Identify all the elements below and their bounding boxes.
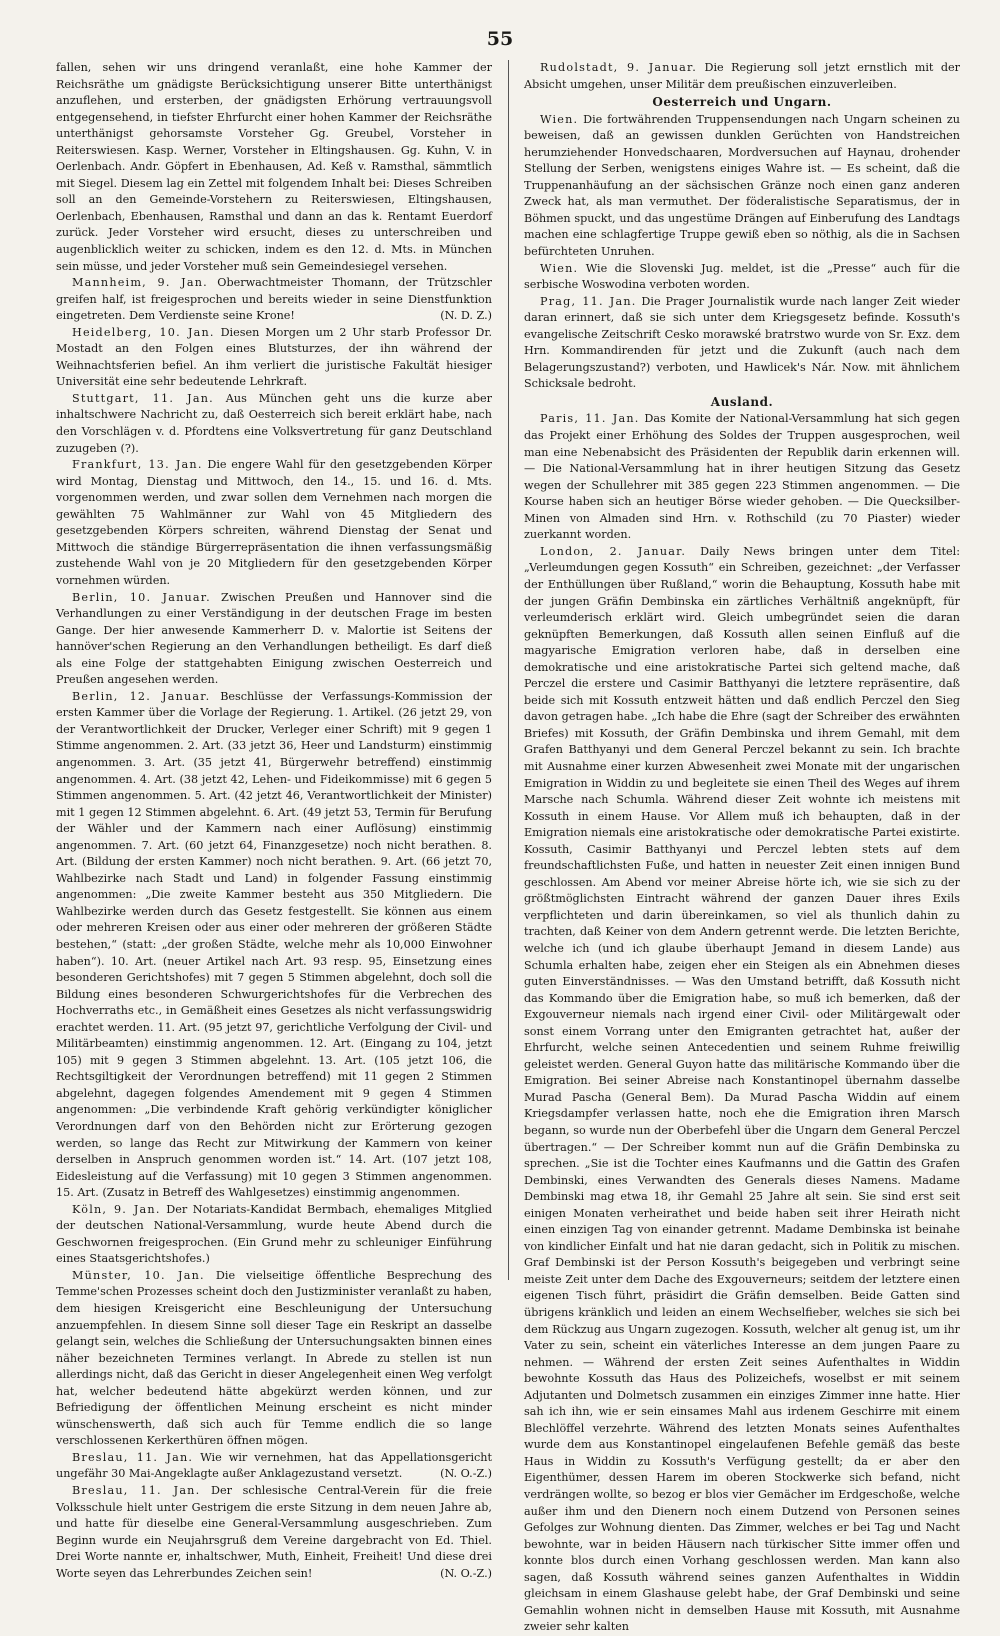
- article: [56, 275, 492, 325]
- article: [56, 1202, 492, 1268]
- dateline: Mannheim, 9. Jan.: [72, 276, 208, 290]
- dateline: Münster, 10. Jan.: [72, 1268, 205, 1282]
- article-text: Die Prager Journalistik wurde nach langer Zeit wieder daran erinnert, daß sie sich unter dem Kriegsgesetz befinde. Kossuth's evangelische Zeitschrift Cesko morawské bratrstwo wurde von Sr. Exz. dem Hrn. Kommandirenden für jetzt und die Zukunft (auch nach dem Belagerungszustand?) verboten, und Hawlicek's Nár. Now. mit ähnlichem Schicksale bedroht.: [524, 294, 960, 391]
- article-text: Der schlesische Central-Verein für die freie Volksschule hielt unter Gestrigem die erste Sitzung in dem neuen Jahre ab, und hatte für dieselbe eine General-Versammlung ausgeschrieben. Zum Beginn wurde ein Neujahrsgruß dem Vereine dargebracht von Ed. Thiel. Drei Worte nannte er, inhaltschwer, Muth, Einheit, Freiheit! Und diese drei Worte seyen das Lehrerbundes Zeichen sein!: [56, 1484, 492, 1580]
- article: [56, 1268, 492, 1450]
- dateline: Berlin, 10. Januar.: [72, 590, 211, 604]
- article: [56, 325, 492, 391]
- dateline: Breslau, 11. Jan.: [72, 1450, 194, 1464]
- dateline: Rudolstadt, 9. Januar.: [540, 61, 698, 74]
- column-divider: [508, 60, 509, 1280]
- article: [56, 689, 492, 1202]
- article-text: Das Komite der National-Versammlung hat sich gegen das Projekt einer Erhöhung des Soldes der Truppen ausgesprochen, weil man eine Nebenabsicht des Präsidenten der Republik darin erkennen will. — Die National-Versammlung hat in ihrer heutigen Sitzung das Gesetz wegen der Schullehrer mit 385 gegen 223 Stimmen angenommen. — Die Kourse haben sich an heutiger Börse wieder gehoben. — Die Quecksilber-Minen von Almaden sind Hrn. v. Rothschild (zu 70 Piaster) wieder zuerkannt worden.: [524, 412, 960, 542]
- dateline: Paris, 11. Jan.: [540, 412, 640, 426]
- dateline: Wien.: [540, 112, 579, 126]
- dateline: Frankfurt, 13. Jan.: [72, 458, 203, 472]
- article: [56, 1450, 492, 1483]
- dateline: Heidelberg, 10. Jan.: [72, 325, 215, 339]
- article-text: fallen, sehen wir uns dringend veranlaßt, eine hohe Kammer der Reichsräthe um gnädigste Berücksichtigung unserer Bitte unterthänigst anzuflehen, und ersterben, der gnädigsten Erhörung vertrauungsvoll entgegensehend, in tiefster Ehrfurcht einer hohen Kammer der Reichsräthe unterthänigst gehorsamste Vorsteher Gg. Greubel, Vorsteher in Reiterswiesen. Kasp. Werner, Vorsteher in Eltingshausen. Gg. Kuhn, V. in Oerlenbach. Andr. Göpfert in Ebenhausen, Ad. Keß v. Ramsthal, sämmtlich mit Siegel. Diesem lag ein Zettel mit folgendem Inhalt bei: Dieses Schreiben soll an den Gemeinde-Vorstehern zu Reiterswiesen, Eltingshausen, Oerlenbach, Ebenhausen, Ramsthal und dann an das k. Rentamt Euerdorf zurück. Jeder Vorsteher wird ersucht, dieses zu unterschreiben und augenblicklich weiter zu schicken, indem es den 12. d. Mts. in München sein müsse, und jeder Vorsteher muß sein Gemeindesiegel versehen.: [56, 61, 492, 273]
- dateline: Prag, 11. Jan.: [540, 294, 637, 308]
- page-number: 55: [486, 28, 514, 50]
- left-column: [56, 60, 492, 1582]
- dateline: Breslau, 11. Jan.: [72, 1484, 201, 1498]
- article: [524, 60, 960, 93]
- article-text: Die vielseitige öffentliche Besprechung des Temme'schen Prozesses scheint doch den Justizminister veranlaßt zu haben, dem hiesigen Kreisgericht eine Beschleunigung der Untersuchung anzuempfehlen. In diesem Sinne soll dieser Tage ein Reskript an dasselbe gelangt sein, welches die Schließung der Untersuchungsakten binnen eines näher bezeichneten Termines verlangt. In Abrede zu stellen ist nun allerdings nicht, daß das Gericht in dieser Angelegenheit einen Weg verfolgt hat, welcher bedeutend hätte abgekürzt werden können, und zur Befriedigung der öffentlichen Meinung erscheint es nicht minder wünschenswerth, daß sich auch für Temme endlich die so lange verschlossenen Kerkerthüren öffnen mögen.: [56, 1268, 492, 1448]
- source-note: (N. O.-Z.): [440, 1566, 492, 1580]
- source-note: (N. O.-Z.): [440, 1467, 492, 1481]
- right-column: [524, 60, 960, 1636]
- article-text: Die engere Wahl für den gesetzgebenden Körper wird Montag, Dienstag und Mittwoch, den 14., 15. und 16. d. Mts. vorgenommen werden, und zwar sollen dem Vernehmen nach morgen die gewählten 75 Wahlmänner zur Wahl von 45 Mitgliedern des gesetzgebenden Körpers schreiten, während Dienstag der Senat und Mittwoch die ständige Bürgerrepräsentation die ihnen verfassungsmäßig zustehende Wahl von je 20 Mitgliedern für den gesetzgebenden Körper vornehmen würden.: [56, 458, 492, 587]
- article: [524, 261, 960, 294]
- article: [56, 391, 492, 457]
- article-text: Die Regierung soll jetzt ernstlich mit der Absicht umgehen, unser Militär dem preußischen einzuverleiben.: [524, 61, 960, 91]
- section-heading: Oesterreich und Ungarn.: [652, 95, 832, 110]
- article: [56, 1483, 492, 1582]
- dateline: Köln, 9. Jan.: [72, 1202, 161, 1216]
- article-text: Daily News bringen unter dem Titel: „Verleumdungen gegen Kossuth“ ein Schreiben, gezeichnet: „der Verfasser der Enthüllungen über Rußland,“ worin die Behauptung, Kossuth habe mit der jungen Gräfin Dembinska ein zärtliches Verhältniß angeknüpft, für verleumderisch erklärt wird. Gleich umbegründet seien die daran geknüpften Bemerkungen, daß Kossuth allen seinen Einfluß auf die magyarische Emigration verloren habe, daß in derselben eine demokratische und eine aristokratische Partei sich geltend mache, daß Perczel die erstere und Casimir Batthyanyi die letztere repräsentire, daß beide sich mit Kossuth entzweit hätten und daß endlich Perczel den Sieg davon getragen habe. „Ich habe die Ehre (sagt der Schreiber des erwähnten Briefes) mit Kossuth, der Gräfin Dembinska und ihrem Gemahl, mit dem Grafen Batthyanyi und dem General Perczel bekannt zu sein. Ich brachte mit Ausnahme einer kurzen Abwesenheit zwei Monate mit der ungarischen Emigration in Widdin zu und begleitete sie einen Theil des Weges auf ihrem Marsche nach Schumla. Während dieser Zeit wohnte ich meistens mit Kossuth in einem Hause. Vor Allem muß ich behaupten, daß in der Emigration niemals eine aristokratische oder demokratische Partei existirte. Kossuth, Casimir Batthyanyi und Perczel lebten stets auf dem freundschaftlichsten Fuße, und hatten in neuester Zeit einen innigen Bund geschlossen. Am Abend vor meiner Abreise hörte ich, wie sie sich zu der größtmöglichsten Eintracht während der ganzen Dauer ihres Exils verpflichteten und darin übereinkamen, so viel als thunlich dahin zu trachten, daß Keiner von dem Andern getrennt werde. Die letzten Berichte, welche ich (und ich glaube überhaupt Jemand in diesem Lande) aus Schumla erhalten habe, zeigen eher ein Steigen als ein Abnehmen dieses guten Einverständnisses. — Was den Umstand betrifft, daß Kossuth nicht das Kommando über die Emigration habe, so muß ich bemerken, daß der Exgouverneur niemals nach irgend einer Civil- oder Militärgewalt oder sonst einem Vorrang unter den Emigranten getrachtet hat, außer der Ehrfurcht, welche seinen Antecedentien und seinem Ruhme freiwillig geleistet werden. General Guyon hatte das militärische Kommando über die Emigration. Bei seiner Abreise nach Konstantinopel übernahm dasselbe Murad Pascha (General Bem). Da Murad Pascha Widdin auf einem Kriegsdampfer verlassen hatte, noch ehe die Emigration ihren Marsch begann, so wurde nun der Oberbefehl über die Ungarn dem General Perczel übertragen.“ — Der Schreiber kommt nun auf die Gräfin Dembinska zu sprechen. „Sie ist die Tochter eines Kaufmanns und die Gattin des Grafen Dembinski, eines Verwandten des Generals dieses Namens. Madame Dembinski mag etwa 18, ihr Gemahl 25 Jahre alt sein. Sie sind erst seit einigen Monaten verheirathet und beide haben seit ihrer Heirath nicht einen einzigen Tag von einander getrennt. Madame Dembinska ist beinahe von kindlicher Einfalt und hat nie daran gedacht, sich in Politik zu mischen. Graf Dembinski ist der Person Kossuth's beigegeben und verbringt seine meiste Zeit unter dem Dache des Exgouverneurs; seitdem der letztere einen eigenen Tisch führt, präsidirt die Gräfin demselben. Beide Gatten sind übrigens kränklich und leiden an einem Wechselfieber, welches sie sich bei dem Rückzug aus Ungarn zugezogen. Kossuth, welcher alt genug ist, um ihr Vater zu sein, scheint ein väterliches Interesse an dem jungen Paare zu nehmen. — Während der ersten Zeit seines Aufenthaltes in Widdin bewohnte Kossuth das Haus des Polizeichefs, woselbst er mit seinem Adjutanten und Dolmetsch zusammen ein einziges Zimmer inne hatte. Hier sah ich ihn, wie er sein einsames Mahl aus irdenem Geschirre mit einem Blechlöffel verzehrte. Während des letzten Monats seines Aufenthaltes wurde dem aus Konstantinopel eingelaufenen Befehle gemäß das beste Haus in Widdin zu Kossuth's Verfügung gestellt; da er aber den Eigenthümer, dessen Harem im oberen Stockwerke sich befand, nicht verdrängen wollte, so bezog er blos vier Gemächer im Erdgeschoße, welche außer ihm und den Dienern noch einem Dutzend von Personen seines Gefolges zur Wohnung dienten. Das Zimmer, welches er bei Tag und Nacht bewohnte, war in beiden Häusern nach türkischer Sitte immer offen und konnte blos durch einen Vorhang geschlossen werden. Man kann also sagen, daß Kossuth während seines ganzen Aufenthaltes in Widdin gleichsam in einem Glashause gelebt habe, der Graf Dembinski und seine Gemahlin wohnen nicht in demselben Hause mit Kossuth, mit Ausnahme zweier sehr kalten: [524, 544, 960, 1634]
- article: [524, 411, 960, 543]
- article-text: Zwischen Preußen und Hannover sind die Verhandlungen zu einer Verständigung in der deutschen Frage im besten Gange. Der hier anwesende Kammerherr D. v. Malortie ist Seitens der hannöver'schen Regierung an den Verhandlungen betheiligt. Es darf dieß als eine Folge der stattgehabten Einigung zwischen Oesterreich und Preußen angesehen werden.: [56, 590, 492, 687]
- article-text: Aus München geht uns die kurze aber inhaltschwere Nachricht zu, daß Oesterreich sich bereit erklärt habe, nach den Vorschlägen v. d. Pfordtens eine Volksvertretung für ganz Deutschland zuzugeben (?).: [56, 391, 492, 455]
- dateline: Wien.: [540, 261, 579, 275]
- article: [56, 590, 492, 689]
- article-text: Oberwachtmeister Thomann, der Trützschler greifen half, ist freigesprochen und bereits wieder in seine Dienstfunktion eingetreten. Dem Verdienste seine Krone!: [56, 276, 492, 323]
- article-text: Diesen Morgen um 2 Uhr starb Professor Dr. Mostadt an den Folgen eines Blutsturzes, der ihn während der Weihnachtsferien befiel. An ihm verliert die juristische Fakultät hiesiger Universität eine sehr bedeutende Lehrkraft.: [56, 325, 493, 389]
- section-heading: Ausland.: [710, 394, 774, 409]
- article-text: Wie die Slovenski Jug. meldet, ist die „Presse“ auch für die serbische Woswodina verboten worden.: [524, 261, 960, 292]
- dateline: London, 2. Januar.: [540, 544, 687, 558]
- article: [56, 60, 492, 275]
- article-text: Wie wir vernehmen, hat das Appellationsgericht ungefähr 30 Mai-Angeklagte außer Anklagezustand versetzt.: [56, 1450, 492, 1481]
- article: [56, 457, 492, 589]
- article: [524, 544, 960, 1636]
- article-text: Der Notariats-Kandidat Bermbach, ehemaliges Mitglied der deutschen National-Versammlung, wurde heute Abend durch die Geschwornen freigesprochen. (Ein Grund mehr zu schleuniger Einführung eines Staatsgerichtshofes.): [56, 1202, 492, 1266]
- article-text: Die fortwährenden Truppensendungen nach Ungarn scheinen zu beweisen, daß an gewissen dunklen Gerüchten von Handstreichen herumziehender Honvedschaaren, Mordversuchen auf Haynau, drohender Stellung der Serben, wenigstens einiges Wahre ist. — Es scheint, daß die Truppenanhäufung an der sächsischen Gränze noch einen ganz anderen Zweck hat, als man vermuthet. Der föderalistische Separatismus, der in Böhmen spuckt, und das ungestüme Drängen auf Einberufung des Landtags machen eine schlagfertige Truppe gewiß eben so nöthig, als die in Sachsen befürchteten Unruhen.: [524, 112, 960, 259]
- dateline: Berlin, 12. Januar.: [72, 689, 211, 703]
- source-note: (N. D. Z.): [440, 309, 492, 323]
- dateline: Stuttgart, 11. Jan.: [72, 391, 214, 405]
- article: [524, 112, 960, 261]
- article-text: Beschlüsse der Verfassungs-Kommission der ersten Kammer über die Vorlage der Regierung. 1. Artikel. (26 jetzt 29, von der Verantwortlichkeit der Drucker, Verleger einer Schrift) mit 9 gegen 1 Stimme angenommen. 2. Art. (33 jetzt 36, Heer und Landsturm) einstimmig angenommen. 3. Art. (35 jetzt 41, Bürgerwehr betreffend) einstimmig angenommen. 4. Art. (38 jetzt 42, Lehen- und Fideikommisse) mit 6 gegen 5 Stimmen angenommen. 5. Art. (42 jetzt 46, Verantwortlichkeit der Minister) mit 1 gegen 12 Stimmen abgelehnt. 6. Art. (49 jetzt 53, Termin für Berufung der Wähler und der Kammern nach einer Auflösung) einstimmig angenommen. 7. Art. (60 jetzt 64, Finanzgesetze) noch nicht berathen. 8. Art. (Bildung der ersten Kammer) noch nicht berathen. 9. Art. (66 jetzt 70, Wahlbezirke nach Stadt und Land) in folgender Fassung einstimmig angenommen: „Die zweite Kammer besteht aus 350 Mitgliedern. Die Wahlbezirke werden durch das Gesetz festgestellt. Sie können aus einem oder mehreren Kreisen oder aus einer oder mehreren der größeren Städte bestehen,“ (statt: „der großen Städte, welche mehr als 10,000 Einwohner haben“). 10. Art. (neuer Artikel nach Art. 93 resp. 95, Einsetzung eines besonderen Gerichtshofes) mit 7 gegen 5 Stimmen abgelehnt, doch soll die Bildung eines besonderen Schwurgerichtshofes für die Verbrechen des Hochverraths etc., in Gemäßheit eines Gesetzes als nicht verfassungswidrig erachtet werden. 11. Art. (95 jetzt 97, gerichtliche Verfolgung der Civil- und Militärbeamten) einstimmig angenommen. 12. Art. (Eingang zu 104, jetzt 105) mit 9 gegen 3 Stimmen abgelehnt. 13. Art. (105 jetzt 106, die Rechtsgiltigkeit der Verordnungen betreffend) mit 11 gegen 2 Stimmen abgelehnt, dagegen folgendes Amendement mit 9 gegen 4 Stimmen angenommen: „Die verbindende Kraft gehörig verkündigter königlicher Verordnungen darf von den Behörden nicht zur Erörterung gezogen werden, so lange das Recht zur Mitwirkung der Kammern von keiner derselben in Anspruch genommen worden ist.“ 14. Art. (107 jetzt 108, Eidesleistung auf die Verfassung) mit 10 gegen 3 Stimmen angenommen. 15. Art. (Zusatz in Betreff des Wahlgesetzes) einstimmig angenommen.: [56, 689, 492, 1200]
- article: [524, 294, 960, 393]
